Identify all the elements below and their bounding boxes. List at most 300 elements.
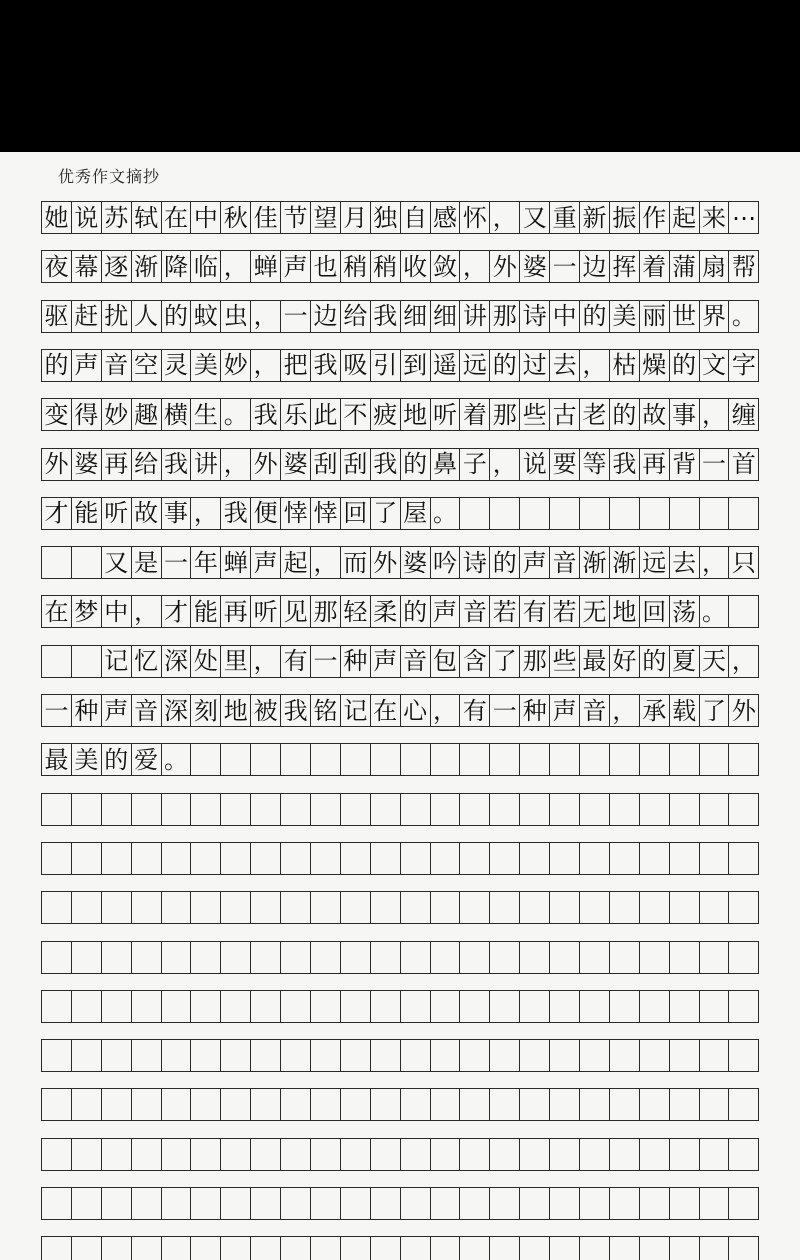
grid-cell	[430, 990, 461, 1023]
grid-cell: 里	[220, 645, 251, 678]
grid-cell: 刮	[340, 448, 371, 481]
grid-cell	[41, 1187, 72, 1220]
grid-cell	[280, 1187, 311, 1220]
grid-cell	[669, 891, 700, 924]
grid-cell	[699, 1088, 730, 1121]
grid-cell	[579, 1138, 610, 1171]
grid-cell: 记	[340, 694, 371, 727]
grid-cell	[71, 1039, 102, 1072]
grid-cell: 外	[250, 448, 281, 481]
grid-cell: 一	[310, 645, 341, 678]
grid-cell	[639, 990, 670, 1023]
grid-cell: 处	[190, 645, 221, 678]
grid-cell	[370, 1138, 401, 1171]
grid-cell	[370, 1236, 401, 1260]
grid-row	[41, 1236, 758, 1260]
grid-cell: ，	[489, 201, 520, 234]
grid-cell	[430, 1236, 461, 1260]
grid-cell	[549, 891, 580, 924]
grid-row	[41, 448, 758, 481]
grid-row	[41, 1187, 758, 1220]
grid-cell	[190, 1187, 221, 1220]
grid-cell: 中	[190, 201, 221, 234]
grid-cell	[250, 1236, 281, 1260]
grid-cell: 美	[71, 743, 102, 776]
grid-cell	[639, 941, 670, 974]
grid-cell: 丽	[639, 300, 670, 333]
grid-cell	[400, 1187, 431, 1220]
grid-cell: 逐	[101, 250, 132, 283]
grid-cell: 美	[609, 300, 640, 333]
grid-cell: 讲	[190, 448, 221, 481]
grid-cell: 我	[370, 300, 401, 333]
grid-cell	[161, 1236, 192, 1260]
grid-cell: 渐	[609, 546, 640, 579]
grid-cell	[669, 1088, 700, 1121]
grid-cell: 趣	[131, 398, 162, 431]
grid-cell	[579, 793, 610, 826]
grid-cell: 字	[728, 349, 759, 382]
grid-cell: 。	[728, 300, 759, 333]
grid-cell	[310, 743, 341, 776]
grid-cell: 要	[549, 448, 580, 481]
grid-cell	[459, 990, 490, 1023]
grid-cell: 铭	[310, 694, 341, 727]
grid-row	[41, 1088, 758, 1121]
grid-cell	[41, 546, 72, 579]
grid-cell: 老	[579, 398, 610, 431]
grid-cell	[669, 1236, 700, 1260]
grid-cell: 外	[728, 694, 759, 727]
grid-cell: ，	[190, 497, 221, 530]
grid-cell: 佳	[250, 201, 281, 234]
grid-cell	[459, 743, 490, 776]
grid-cell	[250, 1138, 281, 1171]
grid-cell: ，	[728, 645, 759, 678]
grid-cell: 声	[430, 595, 461, 628]
grid-cell: 刮	[310, 448, 341, 481]
grid-cell	[340, 1088, 371, 1121]
grid-cell	[190, 1236, 221, 1260]
grid-cell	[280, 842, 311, 875]
grid-cell	[459, 842, 490, 875]
grid-cell	[310, 793, 341, 826]
grid-cell	[728, 891, 759, 924]
grid-cell	[190, 1088, 221, 1121]
grid-cell: 那	[310, 595, 341, 628]
grid-cell	[41, 1039, 72, 1072]
grid-cell	[669, 1138, 700, 1171]
grid-cell: 婆	[400, 546, 431, 579]
grid-cell	[41, 645, 72, 678]
grid-row	[41, 694, 758, 727]
grid-cell	[190, 1039, 221, 1072]
grid-cell	[430, 891, 461, 924]
grid-cell	[400, 891, 431, 924]
grid-cell: 重	[549, 201, 580, 234]
grid-row	[41, 891, 758, 924]
grid-cell	[639, 1187, 670, 1220]
grid-cell: 蝉	[220, 546, 251, 579]
grid-cell	[310, 1088, 341, 1121]
grid-cell	[579, 1236, 610, 1260]
grid-cell	[310, 990, 341, 1023]
grid-cell: 声	[71, 349, 102, 382]
grid-cell	[430, 842, 461, 875]
grid-cell: 音	[131, 694, 162, 727]
grid-cell	[609, 1039, 640, 1072]
grid-cell: 中	[101, 595, 132, 628]
grid-row	[41, 842, 758, 875]
grid-cell	[519, 793, 550, 826]
grid-cell	[669, 1039, 700, 1072]
grid-cell: 燥	[639, 349, 670, 382]
grid-cell: 细	[400, 300, 431, 333]
grid-cell	[699, 793, 730, 826]
grid-cell	[459, 497, 490, 530]
grid-cell	[549, 743, 580, 776]
grid-cell: 梦	[71, 595, 102, 628]
grid-cell: 起	[280, 546, 311, 579]
grid-cell: 种	[71, 694, 102, 727]
grid-cell	[340, 990, 371, 1023]
grid-cell: 世	[669, 300, 700, 333]
grid-cell	[699, 1236, 730, 1260]
grid-cell: 给	[131, 448, 162, 481]
grid-cell	[250, 793, 281, 826]
grid-cell	[220, 1187, 251, 1220]
grid-cell: 能	[71, 497, 102, 530]
grid-cell	[400, 1236, 431, 1260]
grid-cell: 夏	[669, 645, 700, 678]
grid-cell	[430, 793, 461, 826]
grid-cell	[489, 1236, 520, 1260]
grid-cell: 荡	[669, 595, 700, 628]
grid-cell: 怀	[459, 201, 490, 234]
grid-cell: 横	[161, 398, 192, 431]
grid-cell	[41, 1088, 72, 1121]
grid-cell: 在	[161, 201, 192, 234]
grid-cell: 悻	[280, 497, 311, 530]
grid-cell: ，	[250, 300, 281, 333]
grid-cell	[609, 743, 640, 776]
grid-cell	[71, 941, 102, 974]
grid-cell: 那	[519, 645, 550, 678]
grid-cell	[280, 793, 311, 826]
grid-cell: 事	[669, 398, 700, 431]
grid-cell	[310, 842, 341, 875]
grid-cell: 含	[459, 645, 490, 678]
grid-cell	[609, 1236, 640, 1260]
grid-cell	[579, 1039, 610, 1072]
grid-cell	[639, 842, 670, 875]
grid-cell	[728, 941, 759, 974]
grid-cell: 乐	[280, 398, 311, 431]
grid-cell: 诗	[519, 300, 550, 333]
grid-cell: 听	[430, 398, 461, 431]
grid-cell	[549, 497, 580, 530]
grid-cell	[699, 1187, 730, 1220]
grid-cell	[161, 941, 192, 974]
grid-cell	[609, 842, 640, 875]
grid-cell	[101, 990, 132, 1023]
grid-cell	[71, 842, 102, 875]
grid-cell: 婆	[519, 250, 550, 283]
grid-cell	[609, 497, 640, 530]
grid-cell: 一	[161, 546, 192, 579]
grid-cell	[699, 842, 730, 875]
grid-cell: 望	[310, 201, 341, 234]
grid-cell	[220, 891, 251, 924]
grid-cell	[161, 891, 192, 924]
grid-cell: 秋	[220, 201, 251, 234]
grid-cell: 地	[400, 398, 431, 431]
grid-cell	[639, 1138, 670, 1171]
grid-cell: 又	[101, 546, 132, 579]
grid-cell: 的	[639, 645, 670, 678]
grid-cell	[728, 1088, 759, 1121]
grid-cell: 被	[250, 694, 281, 727]
grid-row	[41, 546, 758, 579]
grid-cell: 能	[190, 595, 221, 628]
grid-cell	[549, 1138, 580, 1171]
grid-cell	[519, 497, 550, 530]
grid-cell: 又	[519, 201, 550, 234]
grid-cell	[430, 1039, 461, 1072]
grid-cell: 敛	[430, 250, 461, 283]
grid-cell: 了	[370, 497, 401, 530]
grid-cell: 。	[161, 743, 192, 776]
grid-cell: 远	[639, 546, 670, 579]
grid-cell: 那	[489, 300, 520, 333]
grid-cell: 种	[519, 694, 550, 727]
grid-cell: 了	[489, 645, 520, 678]
grid-cell	[340, 1138, 371, 1171]
grid-cell: 到	[400, 349, 431, 382]
grid-cell: 来	[699, 201, 730, 234]
grid-cell: 稍	[340, 250, 371, 283]
grid-cell: 外	[489, 250, 520, 283]
grid-row	[41, 398, 758, 431]
grid-cell	[728, 793, 759, 826]
grid-cell: 妙	[101, 398, 132, 431]
grid-cell	[609, 990, 640, 1023]
grid-cell	[370, 1187, 401, 1220]
grid-cell: 一	[699, 448, 730, 481]
grid-cell	[639, 1088, 670, 1121]
grid-cell: 变	[41, 398, 72, 431]
grid-cell: 帮	[728, 250, 759, 283]
grid-cell: 枯	[609, 349, 640, 382]
grid-cell: 振	[609, 201, 640, 234]
grid-cell: 她	[41, 201, 72, 234]
grid-cell	[131, 793, 162, 826]
grid-cell	[400, 1039, 431, 1072]
grid-cell	[579, 941, 610, 974]
grid-cell: 载	[669, 694, 700, 727]
grid-cell: 的	[489, 349, 520, 382]
grid-cell	[549, 1088, 580, 1121]
grid-cell: 渐	[131, 250, 162, 283]
grid-cell	[489, 941, 520, 974]
grid-cell: 的	[41, 349, 72, 382]
grid-cell: 灵	[161, 349, 192, 382]
grid-cell: 我	[370, 448, 401, 481]
grid-cell	[220, 1138, 251, 1171]
grid-cell: 音	[101, 349, 132, 382]
grid-cell	[728, 497, 759, 530]
grid-cell	[220, 1236, 251, 1260]
grid-cell	[728, 1039, 759, 1072]
grid-cell: 音	[579, 694, 610, 727]
grid-cell	[71, 990, 102, 1023]
grid-cell	[161, 1187, 192, 1220]
grid-cell: ，	[609, 694, 640, 727]
grid-row	[41, 793, 758, 826]
grid-cell: 在	[370, 694, 401, 727]
grid-cell: 古	[549, 398, 580, 431]
grid-cell	[728, 1138, 759, 1171]
grid-cell	[609, 1088, 640, 1121]
grid-cell: 驱	[41, 300, 72, 333]
grid-cell: 起	[669, 201, 700, 234]
grid-cell	[280, 1039, 311, 1072]
grid-cell: 我	[161, 448, 192, 481]
grid-cell	[161, 1039, 192, 1072]
grid-cell: 渐	[579, 546, 610, 579]
grid-cell	[131, 842, 162, 875]
grid-cell	[340, 842, 371, 875]
grid-cell: 我	[280, 694, 311, 727]
grid-cell: 一	[41, 694, 72, 727]
grid-cell	[71, 793, 102, 826]
grid-cell	[519, 743, 550, 776]
grid-cell	[370, 743, 401, 776]
grid-cell	[101, 793, 132, 826]
grid-cell: 屋	[400, 497, 431, 530]
grid-cell: 我	[609, 448, 640, 481]
grid-cell: 等	[579, 448, 610, 481]
grid-cell	[310, 1187, 341, 1220]
grid-cell	[728, 1236, 759, 1260]
grid-cell	[430, 743, 461, 776]
grid-cell: 引	[370, 349, 401, 382]
grid-cell	[579, 497, 610, 530]
grid-cell	[101, 1088, 132, 1121]
grid-cell	[489, 497, 520, 530]
grid-cell: 一	[280, 300, 311, 333]
grid-cell	[609, 1187, 640, 1220]
grid-cell	[340, 1187, 371, 1220]
grid-cell	[41, 990, 72, 1023]
grid-cell	[310, 1039, 341, 1072]
grid-cell: 妙	[220, 349, 251, 382]
grid-cell	[430, 1088, 461, 1121]
grid-cell	[459, 1039, 490, 1072]
grid-row	[41, 300, 758, 333]
grid-cell	[280, 941, 311, 974]
grid-cell: 声	[519, 546, 550, 579]
grid-row	[41, 201, 758, 234]
grid-cell	[71, 1138, 102, 1171]
grid-cell	[71, 645, 102, 678]
grid-row	[41, 250, 758, 283]
grid-cell	[131, 1039, 162, 1072]
grid-cell	[579, 990, 610, 1023]
grid-cell	[459, 1138, 490, 1171]
grid-cell	[131, 1138, 162, 1171]
grid-cell: 的	[161, 300, 192, 333]
grid-cell	[250, 743, 281, 776]
grid-cell: 若	[549, 595, 580, 628]
grid-cell	[41, 842, 72, 875]
grid-cell: 刻	[190, 694, 221, 727]
grid-cell	[519, 1236, 550, 1260]
grid-cell	[250, 1187, 281, 1220]
grid-cell: 细	[430, 300, 461, 333]
grid-cell	[280, 891, 311, 924]
grid-cell: 再	[101, 448, 132, 481]
grid-cell: 节	[280, 201, 311, 234]
grid-cell	[519, 990, 550, 1023]
grid-cell: 蚊	[190, 300, 221, 333]
grid-cell	[609, 941, 640, 974]
grid-cell: 苏	[101, 201, 132, 234]
grid-cell	[639, 793, 670, 826]
grid-cell	[549, 941, 580, 974]
grid-cell: 赶	[71, 300, 102, 333]
grid-cell: 悻	[310, 497, 341, 530]
grid-cell: 去	[549, 349, 580, 382]
grid-cell: 是	[131, 546, 162, 579]
grid-cell	[459, 793, 490, 826]
grid-cell: 那	[489, 398, 520, 431]
grid-cell	[459, 1236, 490, 1260]
grid-cell	[489, 1039, 520, 1072]
grid-cell	[579, 1088, 610, 1121]
grid-cell: 的	[400, 595, 431, 628]
grid-cell: 音	[400, 645, 431, 678]
grid-cell: 界	[699, 300, 730, 333]
grid-cell	[549, 990, 580, 1023]
grid-cell	[280, 743, 311, 776]
grid-cell: 最	[579, 645, 610, 678]
grid-cell	[489, 1187, 520, 1220]
grid-cell	[310, 891, 341, 924]
grid-cell: 把	[280, 349, 311, 382]
grid-cell	[669, 793, 700, 826]
grid-cell	[519, 1039, 550, 1072]
grid-cell	[131, 891, 162, 924]
grid-row	[41, 497, 758, 530]
grid-cell	[609, 793, 640, 826]
grid-cell	[728, 990, 759, 1023]
grid-cell: 音	[459, 595, 490, 628]
grid-row	[41, 941, 758, 974]
grid-cell: 有	[519, 595, 550, 628]
grid-cell	[639, 1039, 670, 1072]
grid-cell	[669, 743, 700, 776]
grid-cell	[519, 842, 550, 875]
grid-cell: 忆	[131, 645, 162, 678]
grid-cell: 外	[370, 546, 401, 579]
grid-cell: 声	[250, 546, 281, 579]
grid-row	[41, 595, 758, 628]
grid-cell	[41, 1236, 72, 1260]
grid-cell	[310, 1236, 341, 1260]
grid-cell	[250, 941, 281, 974]
grid-cell	[41, 941, 72, 974]
